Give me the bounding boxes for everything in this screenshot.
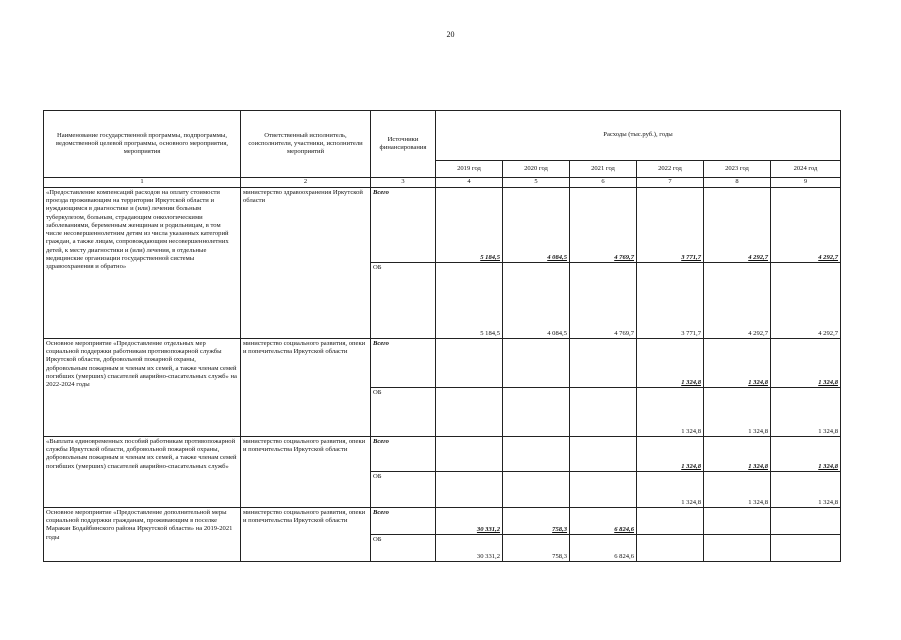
value-total: 6 824,6 [570,508,637,535]
header-year: 2021 год [570,161,637,178]
responsible-executor: министерство социального развития, опеки и попечительства Иркутской области [241,437,371,508]
value-ob: 4 084,5 [503,263,570,339]
value-total: 3 771,7 [637,188,704,263]
table-row [44,508,841,535]
value-total [503,339,570,388]
value-total: 4 084,5 [503,188,570,263]
value-ob: 3 771,7 [637,263,704,339]
value-total: 5 184,5 [436,188,503,263]
column-number: 6 [570,178,637,188]
header-year: 2019 год [436,161,503,178]
value-ob: 1 324,8 [771,388,841,437]
page-number: 20 [446,30,455,39]
value-total: 1 324,8 [771,437,841,472]
value-total: 4 769,7 [570,188,637,263]
value-total [436,339,503,388]
measure-description: «Предоставление компенсаций расходов на оплату стоимости проезда проживающим на территории Иркутской области и нуждающимся в диагностике и (или) лечении больным туберкулезом, больным, страдающим онкологическими заболеваниями, беременным женщинам и родильницам, в том числе несовершеннолетним детям из числа указанных категорий граждан, а также лицам, сопровождающим несовершеннолетних детей, к месту диагностики и (или) лечения, в отдельные медицинские организации государственной системы здравоохранения и обратно» [44,188,241,339]
value-ob [704,535,771,562]
value-total: 758,3 [503,508,570,535]
responsible-executor: министерство здравоохранения Иркутской области [241,188,371,339]
header-source: Источники финансирования [371,111,436,178]
column-number: 1 [44,178,241,188]
column-number: 3 [371,178,436,188]
column-number: 9 [771,178,841,188]
header-year: 2020 год [503,161,570,178]
header-expenses: Расходы (тыс.руб.), годы [436,111,841,161]
column-number: 7 [637,178,704,188]
value-ob [503,472,570,508]
source-ob: ОБ [371,263,436,339]
value-total [704,508,771,535]
column-number: 5 [503,178,570,188]
value-total: 4 292,7 [771,188,841,263]
value-total [570,437,637,472]
responsible-executor: министерство социального развития, опеки и попечительства Иркутской области [241,339,371,437]
column-number: 8 [704,178,771,188]
source-total: Всего [371,188,436,263]
value-ob: 1 324,8 [771,472,841,508]
column-number: 4 [436,178,503,188]
value-total: 30 331,2 [436,508,503,535]
header-year: 2024 год [771,161,841,178]
measure-description: Основное мероприятие «Предоставление дополнительной меры социальной поддержки гражданам, проживающим в поселке Маракан Бодайбинского района Иркутской области» на 2019-2021 годы [44,508,241,562]
measure-description: Основное мероприятие «Предоставление отдельных мер социальной поддержки работникам противопожарной службы Иркутской области, добровольной пожарной охраны, добровольным пожарным и членам их семей, а также членам семей погибших (умерших) спасателей аварийно-спасательных служб» на 2022-2024 годы [44,339,241,437]
value-ob [637,535,704,562]
value-ob [436,388,503,437]
source-ob: ОБ [371,388,436,437]
value-total [503,437,570,472]
header-year: 2023 год [704,161,771,178]
value-ob: 1 324,8 [704,472,771,508]
value-total [637,508,704,535]
value-ob [570,388,637,437]
value-ob [570,472,637,508]
source-total: Всего [371,339,436,388]
table-row [44,339,841,388]
source-total: Всего [371,437,436,472]
value-ob: 30 331,2 [436,535,503,562]
value-total [771,508,841,535]
responsible-executor: министерство социального развития, опеки и попечительства Иркутской области [241,508,371,562]
value-ob: 5 184,5 [436,263,503,339]
value-ob: 1 324,8 [637,472,704,508]
value-ob: 1 324,8 [637,388,704,437]
source-ob: ОБ [371,535,436,562]
value-ob: 1 324,8 [704,388,771,437]
measure-description: «Выплата единовременных пособий работникам противопожарной службы Иркутской области, добровольной пожарной охраны, добровольным пожарным и членам их семей, а также членам семей погибших (умерших) спасателей аварийно-спасательных служб» [44,437,241,508]
value-ob: 4 292,7 [704,263,771,339]
value-ob: 758,3 [503,535,570,562]
value-ob [503,388,570,437]
source-total: Всего [371,508,436,535]
value-ob [771,535,841,562]
table-row [44,437,841,472]
column-number: 2 [241,178,371,188]
value-total [436,437,503,472]
value-total: 4 292,7 [704,188,771,263]
value-total: 1 324,8 [704,339,771,388]
source-ob: ОБ [371,472,436,508]
value-total: 1 324,8 [637,339,704,388]
value-ob: 4 769,7 [570,263,637,339]
value-total: 1 324,8 [771,339,841,388]
financing-table [43,110,841,562]
value-ob: 6 824,6 [570,535,637,562]
header-executor: Ответственный исполнитель, соисполнители, участники, исполнители мероприятий [241,111,371,178]
header-name: Наименование государственной программы, подпрограммы, ведомственной целевой программы, основного мероприятия, мероприятия [44,111,241,178]
value-ob: 4 292,7 [771,263,841,339]
value-ob [436,472,503,508]
header-year: 2022 год [637,161,704,178]
value-total: 1 324,8 [637,437,704,472]
table-row [44,188,841,263]
value-total: 1 324,8 [704,437,771,472]
value-total [570,339,637,388]
